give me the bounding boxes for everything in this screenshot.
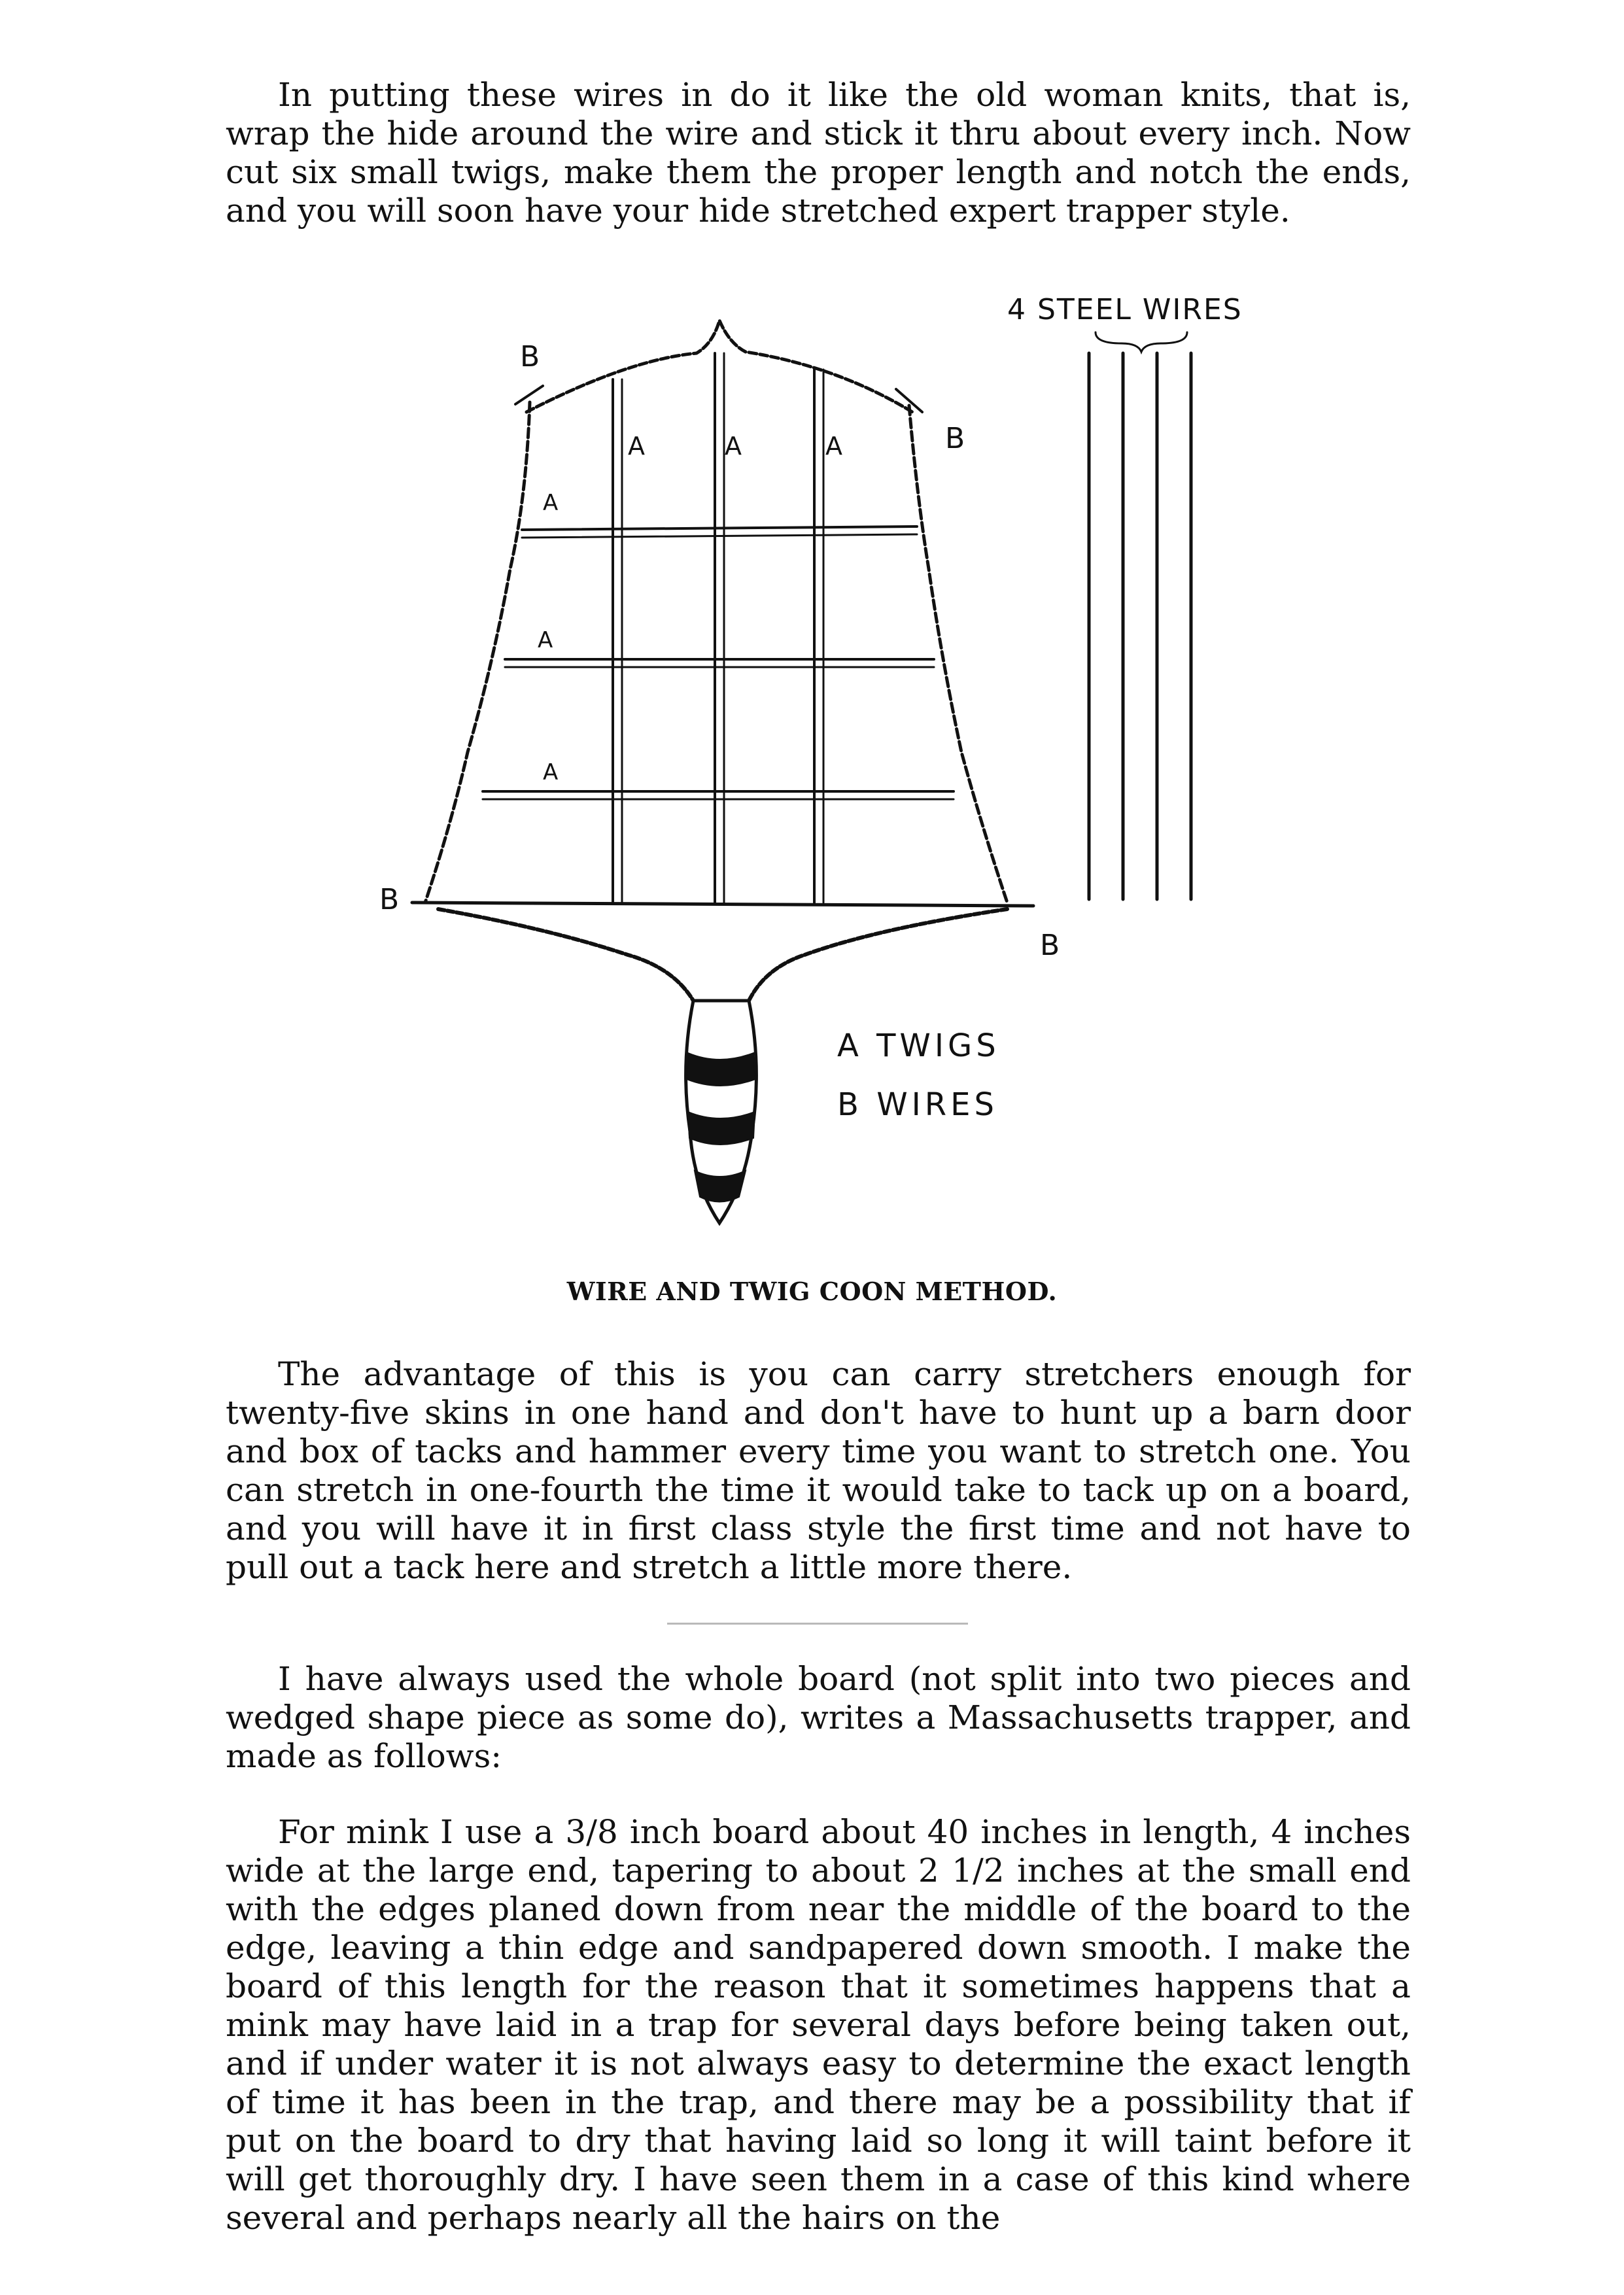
hide-lower-right bbox=[749, 909, 1007, 1001]
label-a-top-1: A bbox=[628, 432, 645, 460]
figure-caption: WIRE AND TWIG COON METHOD. bbox=[566, 1277, 1058, 1306]
label-a-side-3: A bbox=[543, 759, 559, 785]
hide-outline-right bbox=[909, 406, 1007, 903]
label-a-top-2: A bbox=[725, 432, 742, 460]
bottom-wire bbox=[412, 903, 1033, 906]
twig-horizontal-1 bbox=[522, 526, 917, 530]
label-a-side-2: A bbox=[538, 627, 553, 653]
label-a-side-1: A bbox=[543, 490, 559, 516]
label-b-bottom-right: B bbox=[1040, 929, 1060, 962]
paragraph-wire-knitting: In putting these wires in do it like the old woman knits, that is, wrap the hide around the wire and stick it thru about every inch. Now cut six small twigs, make them the proper length and notch the ends, and you will soon have your hide stretched expert trapper style. bbox=[226, 76, 1411, 230]
label-b-top-left: B bbox=[520, 340, 540, 373]
section-divider bbox=[667, 1623, 968, 1625]
hide-outline-left bbox=[425, 402, 530, 903]
steel-wires-label: 4 STEEL WIRES bbox=[1007, 293, 1243, 326]
hide-lower-left bbox=[438, 909, 693, 1001]
hide-top-edge bbox=[527, 320, 912, 412]
label-a-top-3: A bbox=[825, 432, 842, 460]
legend-twigs: A TWIGS bbox=[837, 1027, 1000, 1064]
legend-wires: B WIRES bbox=[837, 1086, 998, 1123]
paragraph-mink-board: For mink I use a 3/8 inch board about 40 inches in length, 4 inches wide at the large end, tapering to about 2 1/2 inches at the small end with the edges planed down from near the middle of the board to the edge, leaving a thin edge and sandpapered down smooth. I make the board of this length for the reason that it sometimes happens that a mink may have laid in a trap for several days before being taken out, and if under water it is not always easy to determine the exact length of time it has been in the trap, and there may be a possibility that if put on the board to dry that having laid so long it will taint before it will get thoroughly dry. I have seen them in a case of this kind where several and perhaps nearly all the hairs on the bbox=[226, 1813, 1411, 2237]
paragraph-advantage: The advantage of this is you can carry stretchers enough for twenty-five skins in one hand and don't have to hunt up a barn door and box of tacks and hammer every time you want to stretch one. You can stretch in one-fourth the time it would take to tack up on a board, and you will have it in first class style the first time and not have to pull out a tack here and stretch a little more there. bbox=[226, 1355, 1411, 1586]
paragraph-whole-board: I have always used the whole board (not split into two pieces and wedged shape piece as some do), writes a Massachusetts trapper, and made as follows: bbox=[226, 1660, 1411, 1775]
label-b-top-right: B bbox=[945, 422, 965, 455]
twig-horizontal-1b bbox=[522, 534, 917, 538]
label-b-bottom-left: B bbox=[379, 883, 400, 916]
coon-stretcher-illustration bbox=[353, 281, 1302, 1269]
steel-wires-brace bbox=[1096, 332, 1187, 352]
